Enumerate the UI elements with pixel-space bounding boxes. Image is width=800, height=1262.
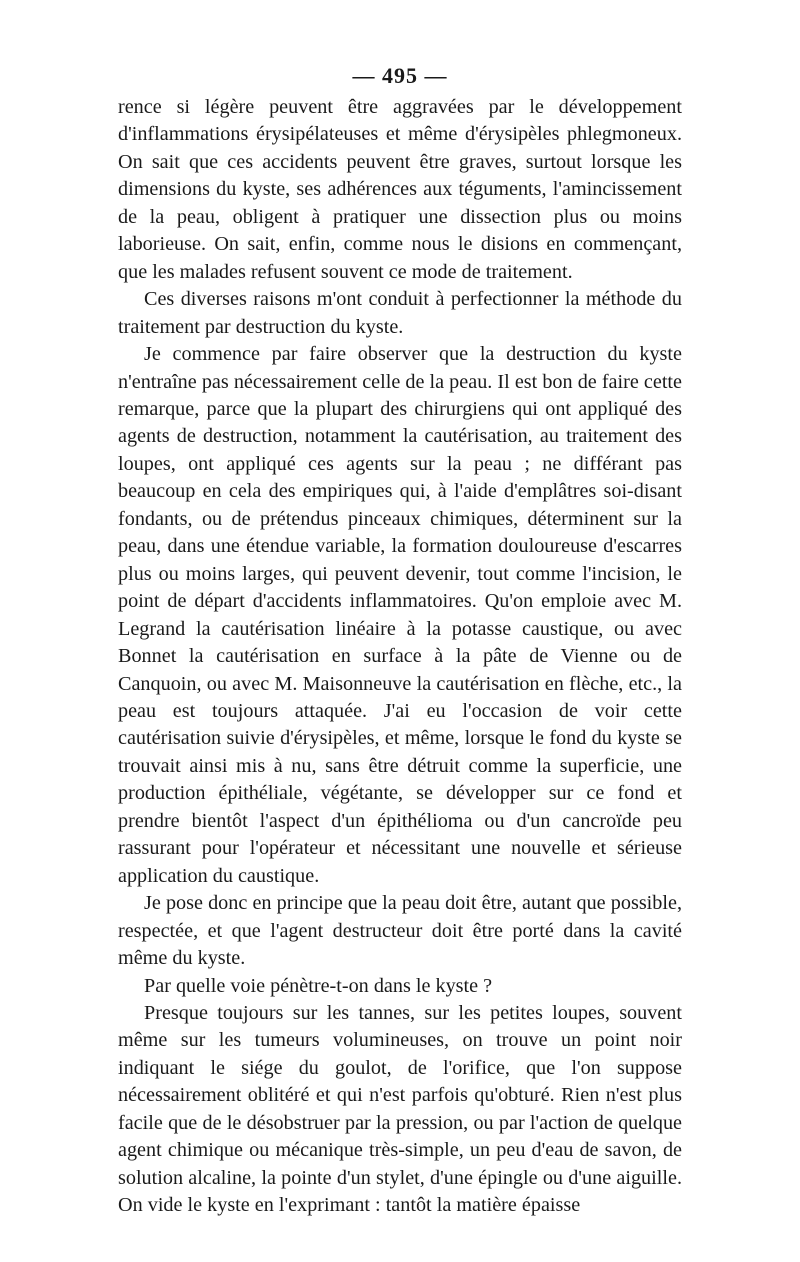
body-text [118, 94, 682, 1220]
paragraph: Presque toujours sur les tannes, sur les petites loupes, souvent même sur les tumeurs volumineuses, on trouve un point noir indiquant le siége du goulot, de l'orifice, que l'on suppose nécessairement oblitéré et qui n'est parfois qu'obturé. Rien n'est plus facile que de le désobstruer par la pression, ou par l'action de quelque agent chimique ou mécanique très-simple, un peu d'eau de savon, de solution alcaline, la pointe d'un stylet, d'une épingle ou d'une aiguille. On vide le kyste en l'exprimant : tantôt la matière épaisse [118, 1001, 682, 1217]
page-number: — 495 — [352, 63, 448, 88]
paragraph: Je pose donc en principe que la peau doit être, autant que possible, respectée, et que l'agent destructeur doit être porté dans la cavité même du kyste. [118, 892, 682, 970]
paragraph-continuation: rence si légère peuvent être aggravées par le développement d'inflammations érysipélateuses et même d'érysipèles phlegmoneux. On sait que ces accidents peuvent être graves, surtout lorsque les dimensions du kyste, ses adhérences aux téguments, l'amincissement de la peau, obligent à pratiquer une dissection plus ou moins laborieuse. On sait, enfin, comme nous le disions en commençant, que les malades refusent souvent ce mode de traitement. [118, 96, 682, 283]
paragraph-question: Par quelle voie pénètre-t-on dans le kyste ? [144, 974, 493, 997]
book-page [118, 58, 682, 1238]
paragraph: Ces diverses raisons m'ont conduit à perfectionner la méthode du traitement par destruction du kyste. [118, 288, 682, 338]
paragraph: Je commence par faire observer que la destruction du kyste n'entraîne pas nécessairement celle de la peau. Il est bon de faire cette remarque, parce que la plupart des chirurgiens qui ont appliqué des agents de destruction, notamment la cautérisation, au traitement des loupes, ont appliqué ces agents sur la peau ; ne différant pas beaucoup en cela des empiriques qui, à l'aide d'emplâtres soi-disant fondants, ou de prétendus pinceaux chimiques, déterminent sur la peau, dans une étendue variable, la formation douloureuse d'escarres plus ou moins larges, qui peuvent devenir, tout comme l'incision, le point de départ d'accidents inflammatoires. Qu'on emploie avec M. Legrand la cautérisation linéaire à la potasse caustique, ou avec Bonnet la cautérisation en surface à la pâte de Vienne ou de Canquoin, ou avec M. Maisonneuve la cautérisation en flèche, etc., la peau est toujours attaquée. J'ai eu l'occasion de voir cette cautérisation suivie d'érysipèles, et même, lorsque le fond du kyste se trouvait ainsi mis à nu, sans être détruit comme la superficie, une production épithéliale, végétante, se développer sur ce fond et prendre bientôt l'aspect d'un épithélioma ou d'un cancroïde peu rassurant pour l'opérateur et nécessitant une nouvelle et sérieuse application du caustique. [118, 343, 682, 887]
